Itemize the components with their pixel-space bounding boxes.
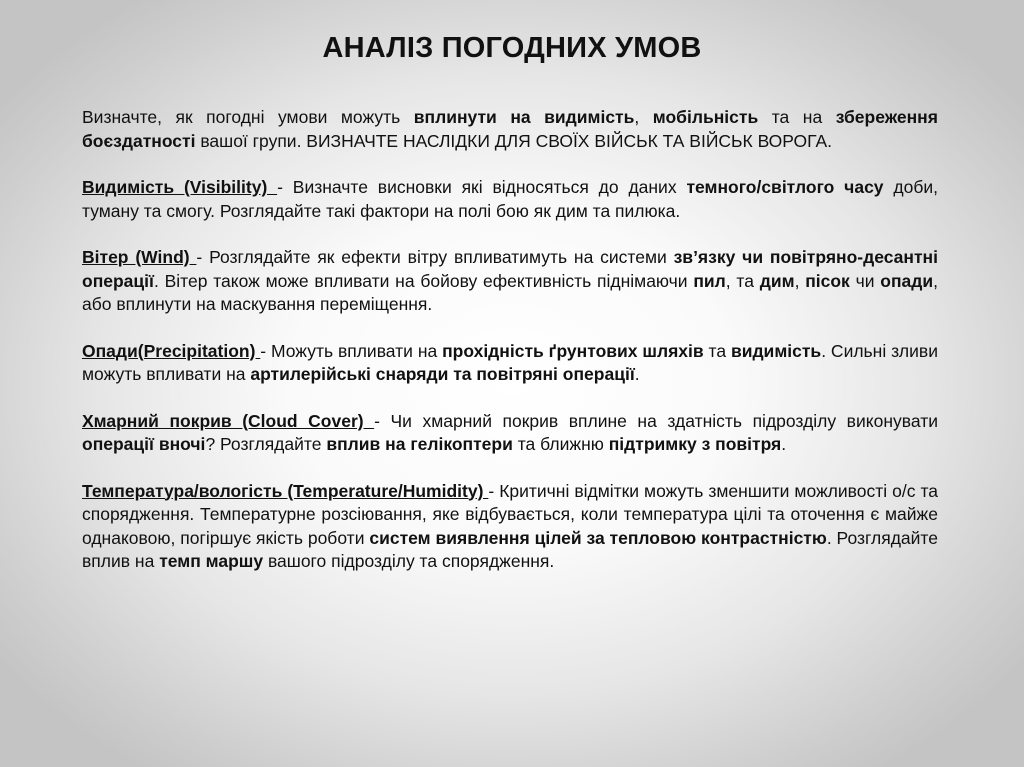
text-run-intro: Визначте, як погодні умови можуть [82,107,414,127]
slide-content [82,106,938,574]
text-run-cloud-cover: операції вночі [82,434,206,454]
text-run-temperature-humidity: темп маршу [159,551,264,571]
text-run-wind: пісок [805,270,850,291]
text-run-wind: чи [849,270,881,291]
text-run-precipitation: . Сильні зливи можуть впливати на [82,340,938,384]
text-run-wind: зв’язку чи повітряно-десантні операції [82,247,938,291]
text-run-wind: опади [880,270,934,291]
paragraph-intro [82,106,938,153]
paragraph-heading-temperature-humidity: Температура/вологість (Temperature/Humidity) [82,480,489,501]
text-run-visibility: темного/світлого часу [686,177,884,197]
text-run-precipitation: видимість [730,340,822,361]
text-run-wind: пил [693,270,726,291]
paragraph-visibility [82,176,938,223]
text-run-wind: . Вітер також може впливати на бойову ефективність піднімаючи [153,270,694,291]
text-run-wind: - Розглядайте як ефекти вітру впливатимуть на системи [196,247,674,267]
text-run-temperature-humidity: - Критичні відмітки можуть зменшити можливості о/с та спорядження. Температурне розсіювання, яке відбувається, коли температура цілі та оточення є майже однаковою, погіршує якість роботи [82,480,938,548]
text-run-precipitation: та [703,340,731,361]
paragraph-heading-precipitation: Опади(Precipitation) [82,340,261,361]
text-run-cloud-cover: ? Розглядайте [205,434,327,454]
text-run-precipitation: артилерійські снаряди та повітряні операції [250,364,635,384]
text-run-intro: вашої групи. ВИЗНАЧТЕ НАСЛІДКИ ДЛЯ СВОЇХ ВІЙСЬК ТА ВІЙСЬК ВОРОГА. [195,130,833,151]
paragraph-heading-wind: Вітер (Wind) [82,247,197,267]
text-run-visibility: доби, туману та смогу. Розглядайте такі фактори на полі бою як дим та пилюка. [82,177,938,221]
text-run-temperature-humidity: . Розглядайте вплив на [82,527,938,571]
paragraph-precipitation [82,340,938,387]
text-run-cloud-cover: та ближню [512,434,609,454]
paragraph-wind [82,246,938,317]
text-run-cloud-cover: вплив на гелікоптери [326,434,513,454]
paragraph-heading-visibility: Видимість (Visibility) [82,177,278,197]
text-run-wind: , [794,270,806,291]
text-run-cloud-cover: підтримку з повітря [608,434,782,454]
text-run-cloud-cover: - Чи хмарний покрив вплине на здатність підрозділу виконувати [374,410,938,431]
text-run-intro: , [634,107,653,127]
slide-title: АНАЛІЗ ПОГОДНИХ УМОВ [322,32,702,64]
text-run-intro: вплинути на видимість [413,107,635,127]
text-run-intro: мобільність [652,107,759,127]
paragraph-heading-cloud-cover: Хмарний покрив (Cloud Cover) [82,410,375,431]
text-run-wind: , або вплинути на маскування переміщення. [82,270,938,314]
text-run-wind: дим [759,270,795,291]
text-run-precipitation: - Можуть впливати на [260,340,443,361]
paragraph-temperature-humidity [82,480,938,574]
text-run-wind: , та [725,270,760,291]
text-run-cloud-cover: . [781,434,787,454]
text-run-temperature-humidity: вашого підрозділу та спорядження. [263,551,555,571]
text-run-intro: та на [758,107,836,127]
text-run-visibility: - Визначте висновки які відносяться до даних [277,177,687,197]
text-run-precipitation: прохідність ґрунтових шляхів [442,340,704,361]
text-run-temperature-humidity: систем виявлення цілей за тепловою контрастністю [369,527,827,548]
text-run-precipitation: . [634,364,640,384]
text-run-intro: збереження боєздатності [82,107,938,151]
paragraph-cloud-cover [82,410,938,457]
